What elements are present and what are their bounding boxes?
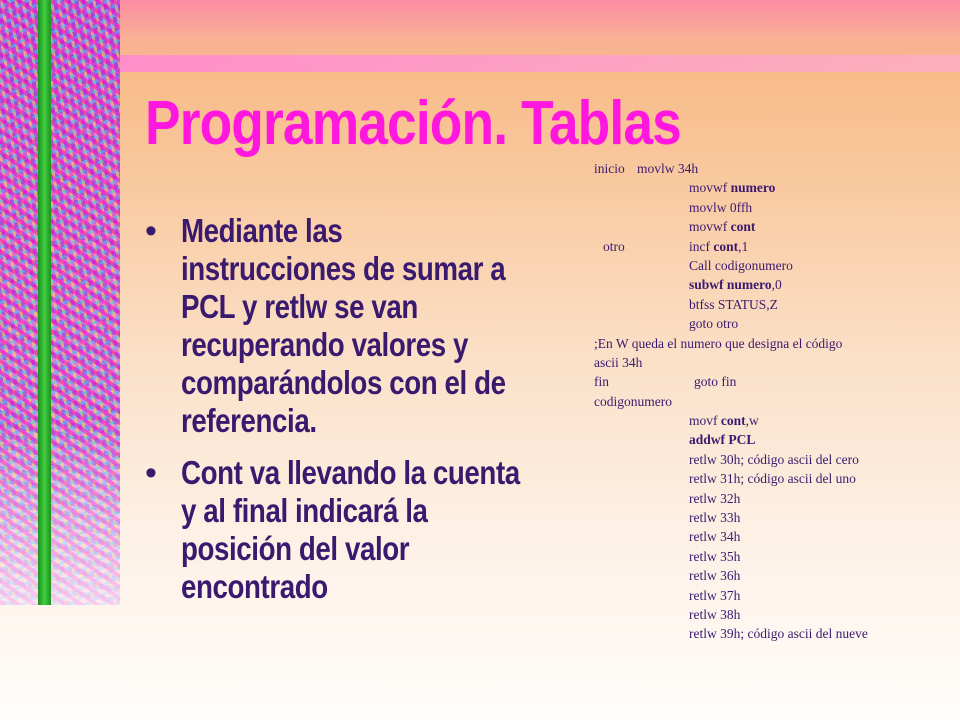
code-line xyxy=(594,178,934,197)
code-instruction: retlw 30h; código ascii del cero xyxy=(689,451,859,467)
bullet-text: Mediante las instrucciones de sumar a PCL y retlw se van recuperando valores y comparándolos con el de referencia. xyxy=(181,212,506,439)
code-line xyxy=(594,159,934,178)
code-variable: numero xyxy=(726,277,772,293)
code-line xyxy=(594,508,934,527)
code-line xyxy=(594,198,934,217)
code-instruction: movlw 0ffh xyxy=(689,199,753,215)
code-line xyxy=(594,430,934,449)
top-accent-stripe xyxy=(0,55,960,72)
code-line xyxy=(594,372,934,391)
code-instruction: Call codigonumero xyxy=(689,257,793,273)
code-instruction: retlw 37h xyxy=(689,587,741,603)
code-label: fin xyxy=(594,374,609,390)
code-comment: ascii 34h xyxy=(594,354,643,370)
code-label: codigonumero xyxy=(594,393,672,409)
code-line xyxy=(594,624,934,643)
code-instruction xyxy=(689,275,782,294)
code-line xyxy=(594,450,934,469)
code-instruction: addwf PCL xyxy=(689,432,756,448)
slide-title: Programación. Tablas xyxy=(145,89,681,158)
code-op: incf xyxy=(689,238,714,254)
code-instruction xyxy=(689,178,775,197)
code-instruction: retlw 34h xyxy=(689,529,741,545)
green-accent-bar xyxy=(38,0,51,605)
code-line xyxy=(594,527,934,546)
code-label: otro xyxy=(603,238,625,254)
code-comment: ;En W queda el numero que designa el código xyxy=(594,335,843,351)
code-instruction: btfss STATUS,Z xyxy=(689,296,778,312)
bullet-item xyxy=(145,454,585,606)
code-line xyxy=(594,605,934,624)
code-instruction xyxy=(689,217,755,236)
bullet-item xyxy=(145,212,585,440)
code-instruction: goto otro xyxy=(689,316,739,332)
code-line xyxy=(594,566,934,585)
code-instruction: retlw 31h; código ascii del uno xyxy=(689,471,856,487)
code-op: subwf xyxy=(689,277,727,293)
code-line xyxy=(594,314,934,333)
code-instruction: retlw 35h xyxy=(689,548,741,564)
code-line xyxy=(594,217,934,236)
code-instruction xyxy=(689,411,759,430)
code-variable: cont xyxy=(730,219,756,235)
bullet-marker: • xyxy=(145,454,157,492)
code-instruction: retlw 36h xyxy=(689,568,741,584)
code-line xyxy=(594,469,934,488)
code-line xyxy=(594,353,934,372)
code-op: movwf xyxy=(689,180,731,196)
code-operand: ,0 xyxy=(771,277,782,293)
code-operand: ,w xyxy=(745,413,759,429)
code-instruction: retlw 32h xyxy=(689,490,741,506)
code-operand: ,1 xyxy=(738,238,749,254)
code-listing xyxy=(594,159,934,644)
bullet-text: Cont va llevando la cuenta y al final indicará la posición del valor encontrado xyxy=(181,454,520,605)
code-instruction xyxy=(689,237,748,256)
code-line xyxy=(594,334,934,353)
code-instruction: retlw 38h xyxy=(689,606,741,622)
code-line xyxy=(594,237,934,256)
bullet-marker: • xyxy=(145,212,157,250)
code-variable: cont xyxy=(713,238,739,254)
code-op: movwf xyxy=(689,219,731,235)
code-line xyxy=(594,275,934,294)
code-line xyxy=(594,295,934,314)
code-instruction: goto fin xyxy=(694,374,737,390)
code-instruction: movlw 34h xyxy=(637,161,699,176)
code-variable: numero xyxy=(730,180,776,196)
code-line xyxy=(594,411,934,430)
code-line xyxy=(594,256,934,275)
code-op: movf xyxy=(689,413,721,429)
left-texture-strip xyxy=(0,0,120,605)
code-line xyxy=(594,586,934,605)
code-instruction: retlw 39h; código ascii del nueve xyxy=(689,626,868,642)
bullet-list xyxy=(145,212,585,620)
code-line xyxy=(594,489,934,508)
code-instruction: retlw 33h xyxy=(689,510,741,526)
code-line xyxy=(594,392,934,411)
code-line xyxy=(594,547,934,566)
code-variable: cont xyxy=(720,413,746,429)
code-label: inicio xyxy=(594,161,625,176)
